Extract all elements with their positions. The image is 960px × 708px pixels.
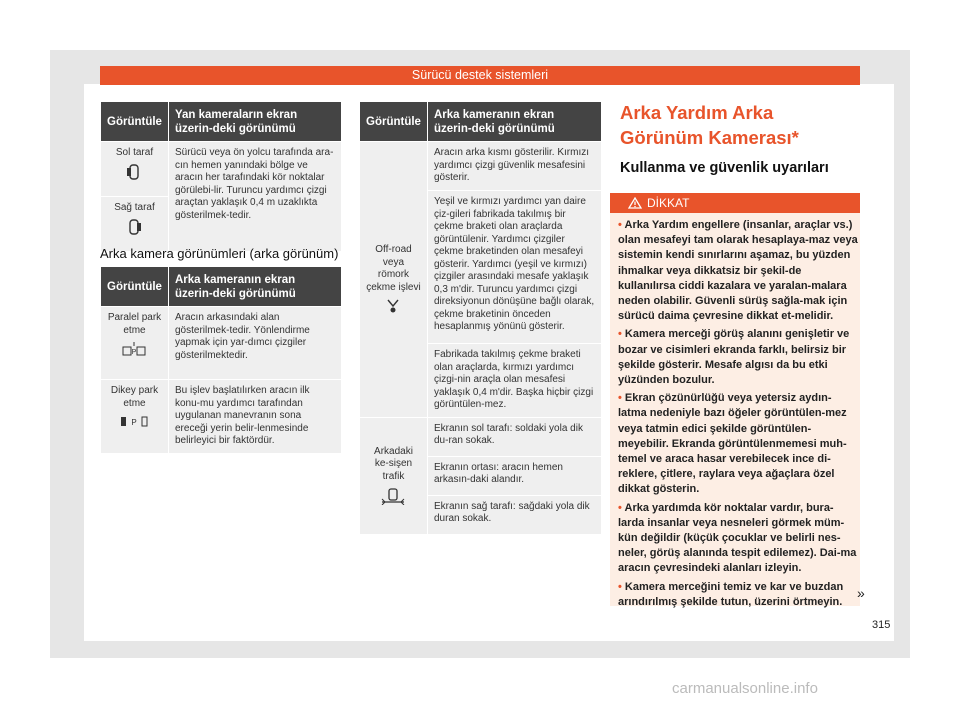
continue-marker: » <box>857 585 865 601</box>
row-desc: Bu işlev başlatılırken aracın ilk konu-mu yardımcı tarafından uygulanan manevranın sona ereceği yerin belir-lenmesinde belirleyici bir faktördür. <box>168 380 341 454</box>
rear-camera-table <box>100 266 342 454</box>
row-perpendicular-parking <box>101 380 169 454</box>
row-label: Dikey park etme <box>110 385 159 409</box>
traffic-desc: Ekranın sol tarafı: soldaki yola dik du-ran sokak. <box>427 417 601 456</box>
warning-triangle-icon <box>628 197 642 209</box>
parallel-parking-icon <box>121 341 147 357</box>
traffic-desc: Ekranın sağ tarafı: sağdaki yola dik duran sokak. <box>427 495 601 534</box>
column-header-display: Görüntüle <box>360 102 428 142</box>
column-header-display: Görüntüle <box>101 267 169 307</box>
column-header-display: Görüntüle <box>101 102 169 142</box>
section-title: Arka Yardım Arka Görünüm Kamerası* <box>620 102 799 148</box>
page-number: 315 <box>872 619 891 631</box>
offroad-traffic-table <box>359 101 602 535</box>
row-left-side <box>101 142 169 197</box>
row-desc: Sürücü veya ön yolcu tarafında ara-cın hemen yanındaki bölge ve aracın her tarafındaki kör noktalar görülebi-lir. Turuncu yardımcı çizgi araçtan yaklaşık 0,4 m uzaklıkta gösterilmek-tedir. <box>168 142 341 252</box>
svg-text:P: P <box>131 418 138 427</box>
warning-item: • Ekran çözünürlüğü veya yetersiz aydın-latma nedeniyle bazı öğeler görüntülen-mez veya tatmin edici şekilde görüntülen-meyebilir. Ekranda görüntülenmemesi muh-temel ve araca hasar verebilecek ince di-reklere, çitlere, raylara veya ağaçlara özel dikkat gösterin. <box>618 392 847 496</box>
column-header-view: Yan kameraların ekran üzerin-deki görünümü <box>168 102 341 142</box>
warning-item: • Kamera merceği görüş alanını genişletir ve bozar ve cisimleri ekranda farklı, belirsiz bir şekilde gösterir. Mesafe algısı da bu etki yüzünden bozulur. <box>618 328 850 387</box>
warning-item: • Kamera merceğini temiz ve kar ve buzdan arındırılmış şekilde tutun, üzerini örtmeyin. <box>618 580 844 608</box>
column-header-view: Arka kameranın ekran üzerin-deki görünümü <box>168 267 341 307</box>
cross-traffic-icon <box>380 487 406 505</box>
offroad-desc: Aracın arka kısmı gösterilir. Kırmızı yardımcı çizgi güvenlik mesafesini gösterir. <box>427 142 601 191</box>
section-subtitle: Kullanma ve güvenlik uyarıları <box>620 160 829 176</box>
subheading: Arka kamera görünümleri (arka görünüm) <box>100 246 339 261</box>
row-label: Off-road veya römork çekme işlevi <box>366 244 421 293</box>
row-offroad <box>360 142 428 418</box>
row-desc: Aracın arkasındaki alan gösterilmek-tedir. Yönlendirme yapmak için yar-dımcı çizgiler gösterilmektedir. <box>168 307 341 380</box>
car-right-icon <box>127 219 141 235</box>
row-label: Paralel park etme <box>107 312 162 336</box>
watermark: carmanualsonline.info <box>672 680 818 697</box>
warning-list <box>618 218 858 613</box>
row-parallel-parking <box>101 307 169 380</box>
warning-item: • Arka Yardım engellere (insanlar, araçlar vs.) olan mesafeyi tam olarak hesaplaya-maz veya sistemin kendi sınırlarını aşamaz, bu yüzden ihmalkar veya dikkatsiz bir şekil-de kullanılırsa ciddi kazalara ve yaralan-malara neden olabilir. Güvenli sürüş sağla-mak için sürücü daima çevresine dikkat et-melidir. <box>618 219 858 323</box>
page-header: Sürücü destek sistemleri <box>100 66 860 85</box>
row-label: Sağ taraf <box>114 202 155 213</box>
row-right-side <box>101 197 169 252</box>
offroad-desc: Fabrikada takılmış çekme braketi olan araçlarda, kırmızı yardımcı çizgi-nin araçla olan mesafesi yaklaşık 0,4 m'dir. Başka hiçbir çizgi görüntülen-mez. <box>427 344 601 418</box>
tow-hitch-icon <box>386 298 400 314</box>
warning-item: • Arka yardımda kör noktalar vardır, bura-larda insanlar veya nesneleri görmek müm-kün değildir (küçük çocuklar ve belirli nes-neler, görüş alanında tespit edilemez). Dai-ma aracın çevresindeki alanları izleyin. <box>618 501 857 575</box>
car-left-icon <box>127 164 141 180</box>
warning-label: DİKKAT <box>647 196 690 210</box>
row-cross-traffic <box>360 417 428 534</box>
perpendicular-parking-icon <box>119 414 149 428</box>
traffic-desc: Ekranın ortası: aracın hemen arkasın-daki alandır. <box>427 456 601 495</box>
side-camera-table <box>100 101 342 252</box>
row-label: Arkadaki ke-sişen trafik <box>374 445 413 482</box>
offroad-desc: Yeşil ve kırmızı yardımcı yan daire çiz-gileri fabrikada takılmış bir çekme braketi olan araçlarda görüntülenir. Yardımcı çizgiler çekme braketinden olan mesafeyi gösterir. Yardımcı (yeşil ve kırmızı) çizgiler arasındaki mesafe yaklaşık 0,3 m'dir. Turuncu yardımcı çizgi direksiyonun dönüşüne bağlı olarak, çekme braketinin önceden hesaplanmış yönünü gösterir. <box>427 191 601 344</box>
column-header-view: Arka kameranın ekran üzerin-deki görünümü <box>427 102 601 142</box>
warning-header <box>610 193 860 213</box>
row-label: Sol taraf <box>115 147 154 158</box>
svg-text:P: P <box>132 349 137 356</box>
